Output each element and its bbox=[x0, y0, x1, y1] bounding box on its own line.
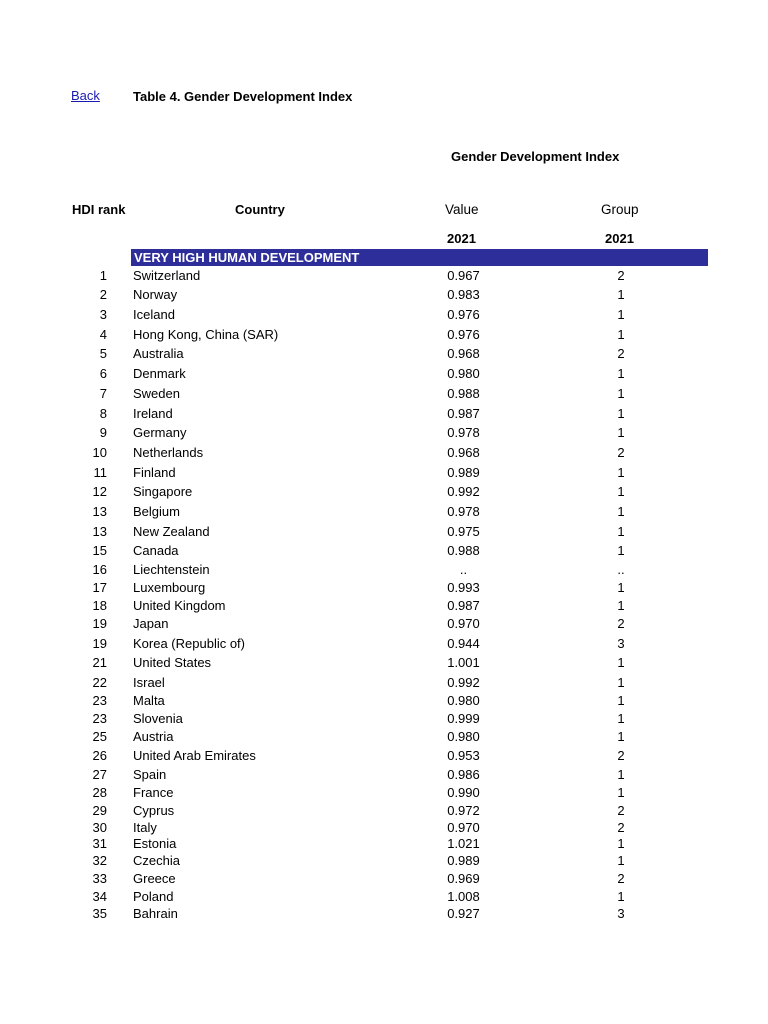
country-header: Country bbox=[235, 202, 285, 217]
value-cell: 0.992 bbox=[447, 484, 480, 499]
rank-cell: 4 bbox=[99, 327, 107, 342]
group-cell: 1 bbox=[617, 729, 625, 744]
group-cell: 2 bbox=[617, 445, 625, 460]
country-cell: Cyprus bbox=[133, 803, 175, 818]
value-cell: 0.967 bbox=[447, 268, 480, 283]
rank-cell: 31 bbox=[92, 836, 107, 851]
table-row bbox=[0, 543, 768, 559]
group-cell: 1 bbox=[617, 406, 625, 421]
rank-cell: 30 bbox=[92, 820, 107, 835]
country-cell: Greece bbox=[133, 871, 176, 886]
rank-cell: 19 bbox=[92, 636, 107, 651]
value-cell: 0.953 bbox=[447, 748, 480, 763]
table-row bbox=[0, 636, 768, 652]
value-cell: 0.980 bbox=[447, 693, 480, 708]
country-cell: Hong Kong, China (SAR) bbox=[133, 327, 279, 342]
table-row bbox=[0, 785, 768, 801]
table-row bbox=[0, 307, 768, 323]
value-cell: 0.978 bbox=[447, 425, 480, 440]
group-cell: 1 bbox=[617, 836, 625, 851]
group-cell: 2 bbox=[617, 346, 625, 361]
rank-cell: 23 bbox=[92, 711, 107, 726]
section-header-band: VERY HIGH HUMAN DEVELOPMENT bbox=[131, 249, 708, 266]
rank-cell: 3 bbox=[99, 307, 107, 322]
value-cell: 0.989 bbox=[447, 853, 480, 868]
table-row bbox=[0, 871, 768, 887]
value-cell: 0.983 bbox=[447, 287, 480, 302]
table-row bbox=[0, 803, 768, 819]
value-cell: 0.972 bbox=[447, 803, 480, 818]
rank-cell: 13 bbox=[92, 504, 107, 519]
value-cell: 0.969 bbox=[447, 871, 480, 886]
index-column-group-header: Gender Development Index bbox=[451, 149, 620, 164]
group-cell: 1 bbox=[617, 598, 625, 613]
group-cell: 2 bbox=[617, 748, 625, 763]
country-cell: Iceland bbox=[133, 307, 175, 322]
country-cell: Czechia bbox=[133, 853, 180, 868]
group-cell: 1 bbox=[617, 425, 625, 440]
rank-cell: 21 bbox=[92, 655, 107, 670]
table-row bbox=[0, 504, 768, 520]
country-cell: Korea (Republic of) bbox=[133, 636, 245, 651]
country-cell: Italy bbox=[133, 820, 157, 835]
group-cell: 1 bbox=[617, 504, 625, 519]
value-cell: 0.970 bbox=[447, 820, 480, 835]
country-cell: United States bbox=[133, 655, 212, 670]
value-cell: 0.976 bbox=[447, 307, 480, 322]
country-cell: Slovenia bbox=[133, 711, 183, 726]
table-row bbox=[0, 425, 768, 441]
group-cell: 1 bbox=[617, 580, 625, 595]
rank-cell: 22 bbox=[92, 675, 107, 690]
value-cell: 0.988 bbox=[447, 543, 480, 558]
country-cell: Norway bbox=[133, 287, 178, 302]
table-row bbox=[0, 268, 768, 284]
country-cell: Netherlands bbox=[133, 445, 204, 460]
country-cell: Luxembourg bbox=[133, 580, 206, 595]
value-cell: 0.989 bbox=[447, 465, 480, 480]
table-row bbox=[0, 445, 768, 461]
group-cell: 3 bbox=[617, 636, 625, 651]
value-cell: 0.927 bbox=[447, 906, 480, 921]
value-cell: 0.970 bbox=[447, 616, 480, 631]
table-row bbox=[0, 327, 768, 343]
value-cell: .. bbox=[459, 562, 468, 577]
back-link[interactable]: Back bbox=[71, 88, 100, 103]
country-cell: New Zealand bbox=[133, 524, 210, 539]
rank-cell: 27 bbox=[92, 767, 107, 782]
value-cell: 0.988 bbox=[447, 386, 480, 401]
table-row bbox=[0, 524, 768, 540]
country-cell: France bbox=[133, 785, 174, 800]
rank-cell: 28 bbox=[92, 785, 107, 800]
table-row bbox=[0, 655, 768, 671]
table-row bbox=[0, 748, 768, 764]
group-cell: 2 bbox=[617, 268, 625, 283]
rank-cell: 17 bbox=[92, 580, 107, 595]
group-cell: 2 bbox=[617, 616, 625, 631]
value-cell: 1.001 bbox=[447, 655, 480, 670]
value-cell: 0.978 bbox=[447, 504, 480, 519]
rank-cell: 23 bbox=[92, 693, 107, 708]
table-row bbox=[0, 853, 768, 869]
group-cell: 1 bbox=[617, 655, 625, 670]
rank-cell: 26 bbox=[92, 748, 107, 763]
hdi-rank-header: HDI rank bbox=[72, 202, 126, 217]
group-cell: 1 bbox=[617, 287, 625, 302]
rank-cell: 29 bbox=[92, 803, 107, 818]
group-cell: 1 bbox=[617, 327, 625, 342]
table-row bbox=[0, 836, 768, 852]
table-row bbox=[0, 889, 768, 905]
table-row bbox=[0, 406, 768, 422]
rank-cell: 25 bbox=[92, 729, 107, 744]
country-cell: Canada bbox=[133, 543, 179, 558]
group-cell: .. bbox=[617, 562, 625, 577]
group-cell: 3 bbox=[617, 906, 625, 921]
rank-cell: 6 bbox=[99, 366, 107, 381]
group-cell: 1 bbox=[617, 307, 625, 322]
table-row bbox=[0, 729, 768, 745]
rank-cell: 7 bbox=[99, 386, 107, 401]
value-cell: 0.987 bbox=[447, 598, 480, 613]
country-cell: Denmark bbox=[133, 366, 186, 381]
value-cell: 0.993 bbox=[447, 580, 480, 595]
value-cell: 0.987 bbox=[447, 406, 480, 421]
table-row bbox=[0, 386, 768, 402]
group-cell: 1 bbox=[617, 693, 625, 708]
value-cell: 0.968 bbox=[447, 346, 480, 361]
table-title: Table 4. Gender Development Index bbox=[133, 89, 353, 104]
rank-cell: 12 bbox=[92, 484, 107, 499]
country-cell: Poland bbox=[133, 889, 174, 904]
value-year-header: 2021 bbox=[447, 231, 476, 246]
group-cell: 1 bbox=[617, 853, 625, 868]
country-cell: Switzerland bbox=[133, 268, 201, 283]
value-cell: 0.990 bbox=[447, 785, 480, 800]
group-cell: 2 bbox=[617, 871, 625, 886]
table-row bbox=[0, 465, 768, 481]
table-row bbox=[0, 346, 768, 362]
country-cell: Singapore bbox=[133, 484, 193, 499]
group-header: Group bbox=[601, 202, 639, 217]
rank-cell: 5 bbox=[99, 346, 107, 361]
rank-cell: 16 bbox=[92, 562, 107, 577]
country-cell: Israel bbox=[133, 675, 165, 690]
rank-cell: 32 bbox=[92, 853, 107, 868]
country-cell: Malta bbox=[133, 693, 165, 708]
table-row bbox=[0, 616, 768, 632]
rank-cell: 18 bbox=[92, 598, 107, 613]
group-cell: 1 bbox=[617, 484, 625, 499]
value-cell: 0.975 bbox=[447, 524, 480, 539]
rank-cell: 10 bbox=[92, 445, 107, 460]
rank-cell: 9 bbox=[99, 425, 107, 440]
table-row bbox=[0, 562, 768, 578]
value-cell: 0.968 bbox=[447, 445, 480, 460]
group-cell: 1 bbox=[617, 366, 625, 381]
value-cell: 0.976 bbox=[447, 327, 480, 342]
table-row bbox=[0, 693, 768, 709]
value-cell: 0.986 bbox=[447, 767, 480, 782]
country-cell: Sweden bbox=[133, 386, 180, 401]
group-year-header: 2021 bbox=[605, 231, 634, 246]
value-cell: 1.021 bbox=[447, 836, 480, 851]
group-cell: 1 bbox=[617, 465, 625, 480]
value-header: Value bbox=[445, 202, 479, 217]
rank-cell: 11 bbox=[93, 465, 107, 480]
table-row bbox=[0, 366, 768, 382]
rank-cell: 13 bbox=[92, 524, 107, 539]
country-cell: United Arab Emirates bbox=[133, 748, 256, 763]
group-cell: 1 bbox=[617, 711, 625, 726]
table-row bbox=[0, 598, 768, 614]
group-cell: 2 bbox=[617, 820, 625, 835]
rank-cell: 33 bbox=[92, 871, 107, 886]
value-cell: 0.980 bbox=[447, 729, 480, 744]
group-cell: 1 bbox=[617, 767, 625, 782]
table-row bbox=[0, 906, 768, 922]
country-cell: Austria bbox=[133, 729, 174, 744]
rank-cell: 35 bbox=[92, 906, 107, 921]
rank-cell: 34 bbox=[92, 889, 107, 904]
table-row bbox=[0, 675, 768, 691]
value-cell: 0.944 bbox=[447, 636, 480, 651]
group-cell: 1 bbox=[617, 386, 625, 401]
group-cell: 1 bbox=[617, 524, 625, 539]
rank-cell: 2 bbox=[99, 287, 107, 302]
rank-cell: 19 bbox=[92, 616, 107, 631]
rank-cell: 1 bbox=[99, 268, 107, 283]
country-cell: Estonia bbox=[133, 836, 177, 851]
table-row bbox=[0, 484, 768, 500]
country-cell: Bahrain bbox=[133, 906, 178, 921]
group-cell: 1 bbox=[617, 785, 625, 800]
group-cell: 1 bbox=[617, 675, 625, 690]
table-row bbox=[0, 711, 768, 727]
country-cell: Belgium bbox=[133, 504, 180, 519]
country-cell: Finland bbox=[133, 465, 176, 480]
group-cell: 2 bbox=[617, 803, 625, 818]
country-cell: Germany bbox=[133, 425, 187, 440]
value-cell: 0.992 bbox=[447, 675, 480, 690]
rank-cell: 8 bbox=[99, 406, 107, 421]
country-cell: Ireland bbox=[133, 406, 173, 421]
rank-cell: 15 bbox=[92, 543, 107, 558]
value-cell: 0.999 bbox=[447, 711, 480, 726]
country-cell: Liechtenstein bbox=[133, 562, 210, 577]
table-row bbox=[0, 820, 768, 836]
value-cell: 0.980 bbox=[447, 366, 480, 381]
country-cell: Japan bbox=[133, 616, 169, 631]
country-cell: Australia bbox=[133, 346, 184, 361]
value-cell: 1.008 bbox=[447, 889, 480, 904]
table-row bbox=[0, 287, 768, 303]
table-row bbox=[0, 767, 768, 783]
group-cell: 1 bbox=[617, 543, 625, 558]
table-row bbox=[0, 580, 768, 596]
country-cell: Spain bbox=[133, 767, 167, 782]
country-cell: United Kingdom bbox=[133, 598, 226, 613]
group-cell: 1 bbox=[617, 889, 625, 904]
